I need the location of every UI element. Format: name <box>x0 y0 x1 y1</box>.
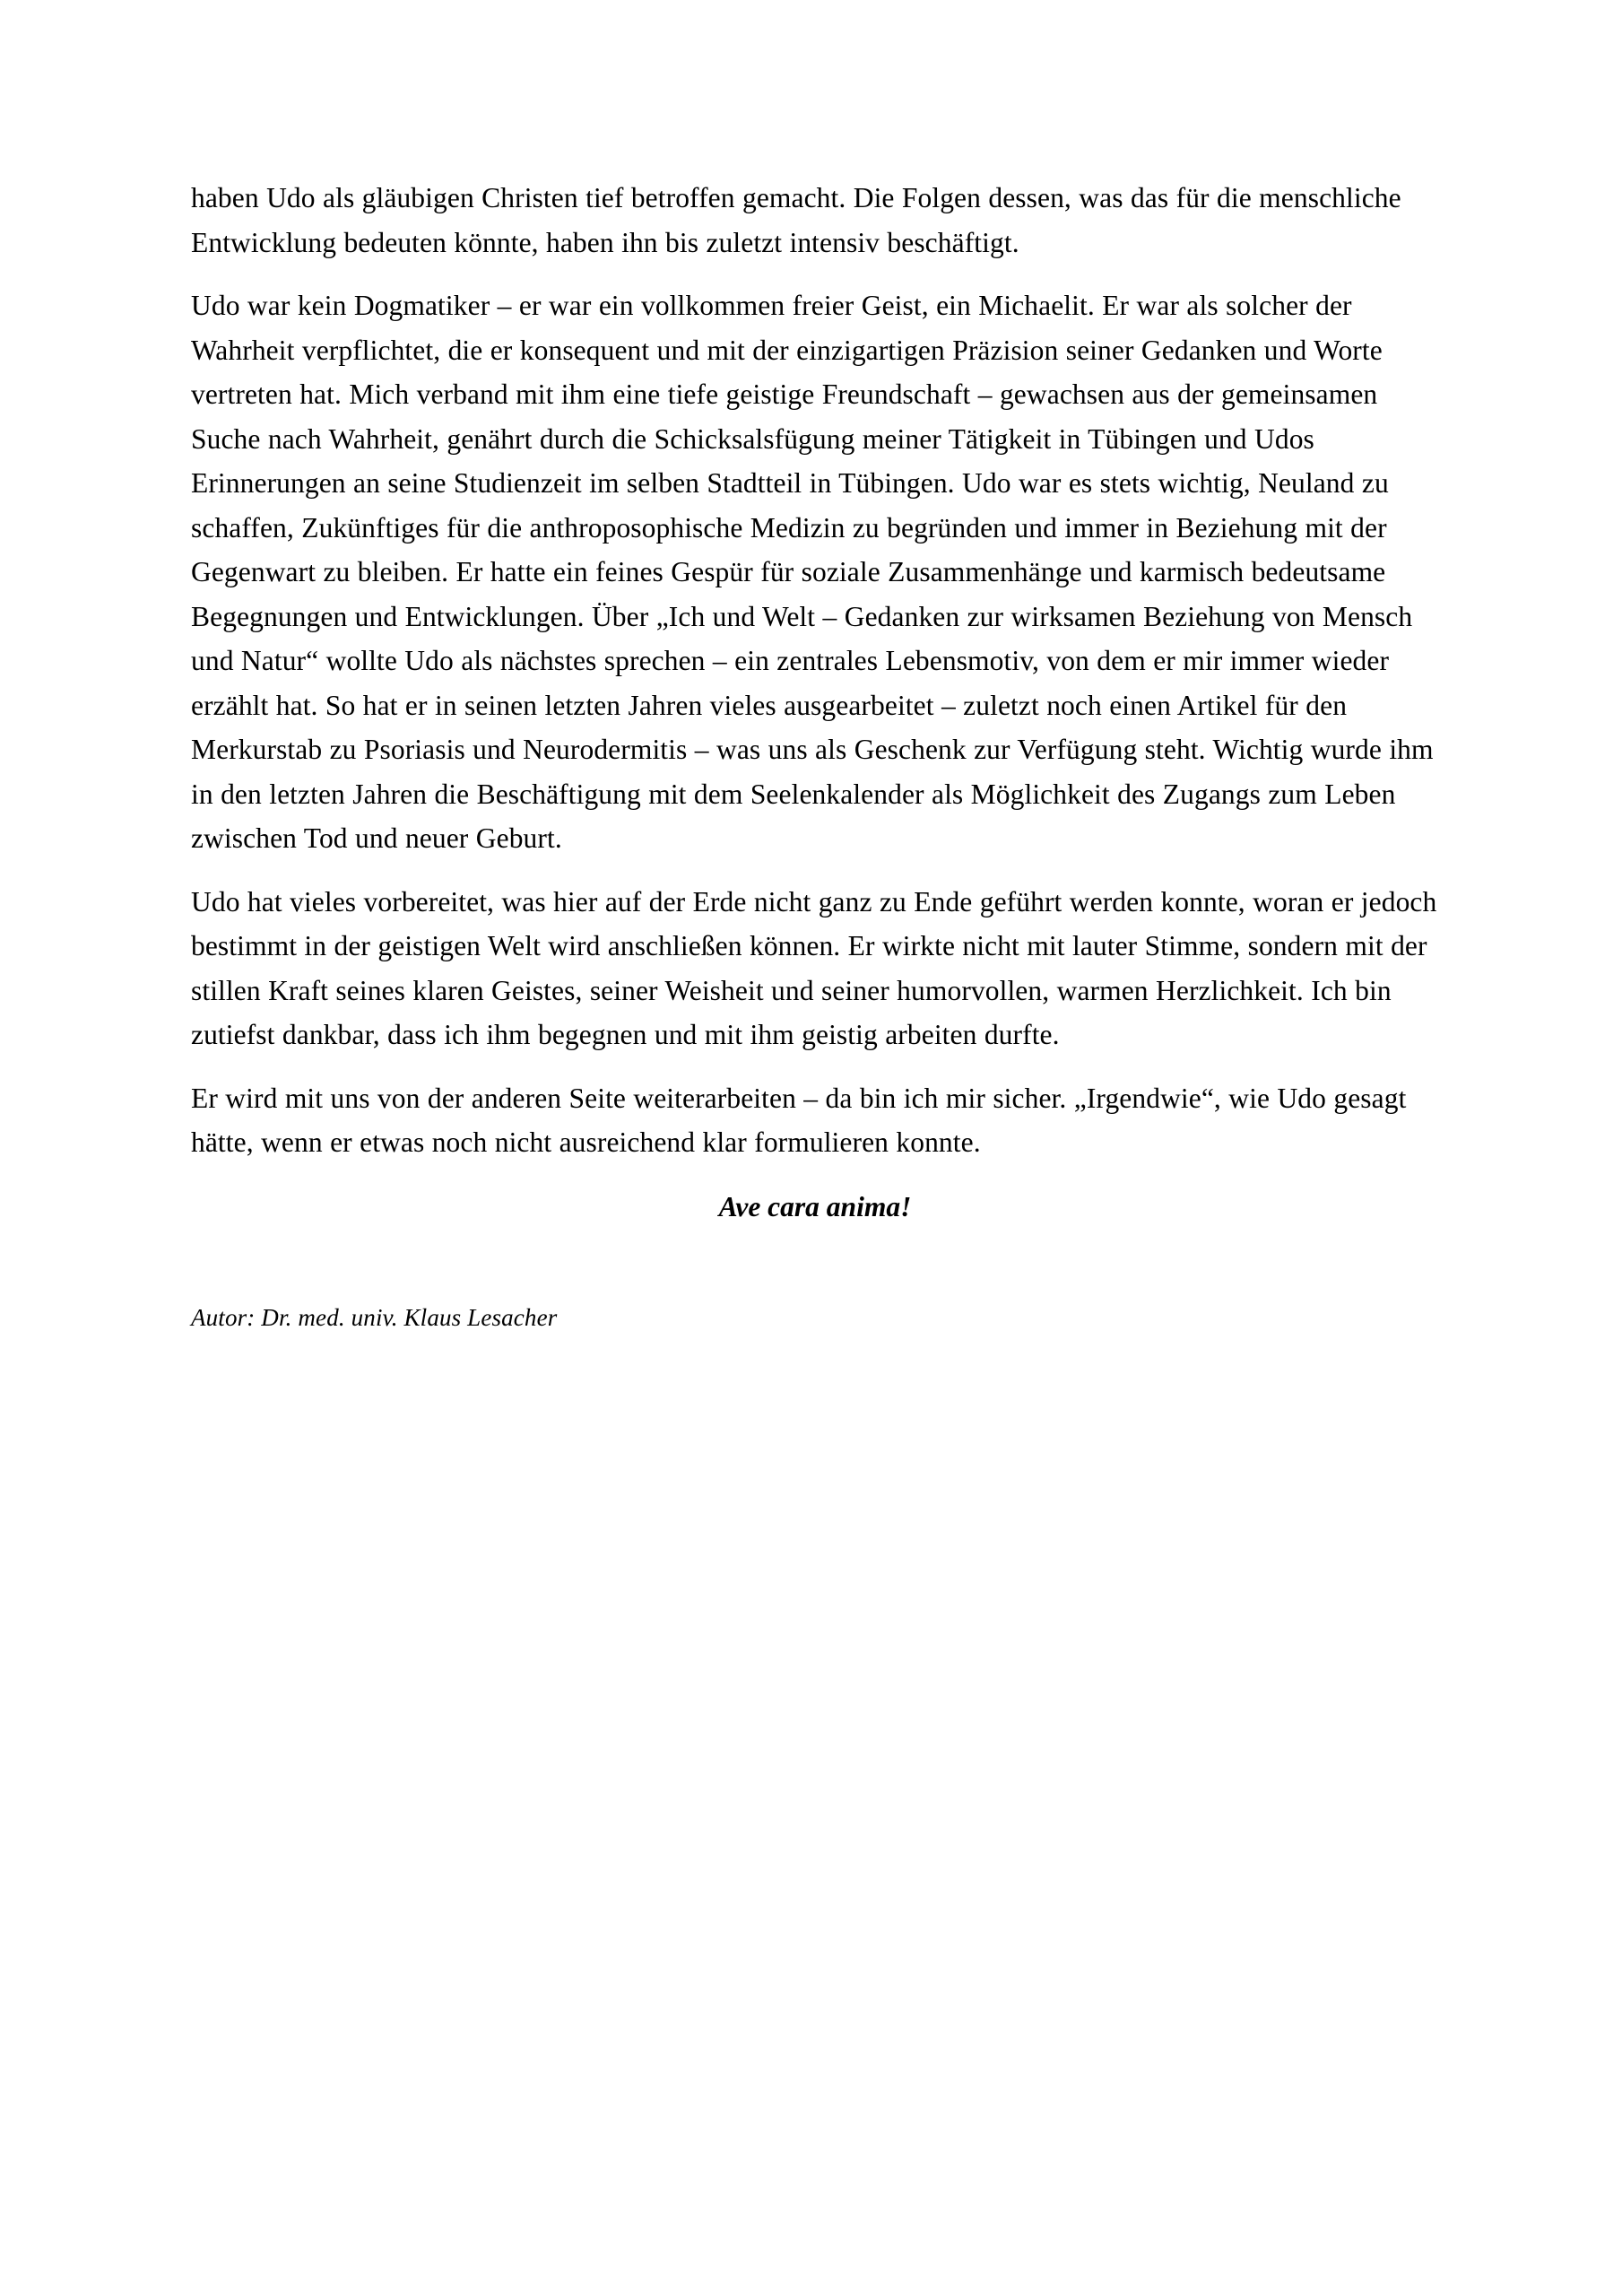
closing-salutation: Ave cara anima! <box>718 1190 912 1222</box>
text-column <box>191 176 1439 1336</box>
body-paragraph-2: Udo war kein Dogmatiker – er war ein vollkommen freier Geist, ein Michaelit. Er war als solcher der Wahrheit verpflichtet, die er konsequent und mit der einzigartigen Präzision seiner Gedanken und Worte vertreten hat. Mich verband mit ihm eine tiefe geistige Freundschaft – gewachsen aus der gemeinsamen Suche nach Wahrheit, genährt durch die Schicksalsfügung meiner Tätigkeit in Tübingen und Udos Erinnerungen an seine Studienzeit im selben Stadtteil in Tübingen. Udo war es stets wichtig, Neuland zu schaffen, Zukünftiges für die anthroposophische Medizin zu begründen und immer in Beziehung mit der Gegenwart zu bleiben. Er hatte ein feines Gespür für soziale Zusammenhänge und karmisch bedeutsame Begegnungen und Entwicklungen. Über „Ich und Welt – Gedanken zur wirksamen Beziehung von Mensch und Natur“ wollte Udo als nächstes sprechen – ein zentrales Lebensmotiv, von dem er mir immer wieder erzählt hat. So hat er in seinen letzten Jahren vieles ausgearbeitet – zuletzt noch einen Artikel für den Merkurstab zu Psoriasis und Neurodermitis – was uns als Geschenk zur Verfügung steht. Wichtig wurde ihm in den letzten Jahren die Beschäftigung mit dem Seelenkalender als Möglichkeit des Zugangs zum Leben zwischen Tod und neuer Geburt. <box>191 290 1434 854</box>
body-paragraph-3: Udo hat vieles vorbereitet, was hier auf der Erde nicht ganz zu Ende geführt werden konnte, woran er jedoch bestimmt in der geistigen Welt wird anschließen können. Er wirkte nicht mit lauter Stimme, sondern mit der stillen Kraft seines klaren Geistes, seiner Weisheit und seiner humorvollen, warmen Herzlichkeit. Ich bin zutiefst dankbar, dass ich ihm begegnen und mit ihm geistig arbeiten durfte. <box>191 885 1437 1050</box>
body-paragraph-4: Er wird mit uns von der anderen Seite weiterarbeiten – da bin ich mir sicher. „Irgendwie“, wie Udo gesagt hätte, wenn er etwas noch nicht ausreichend klar formulieren konnte. <box>191 1082 1407 1158</box>
author-attribution: Autor: Dr. med. univ. Klaus Lesacher <box>191 1304 558 1331</box>
body-paragraph-1: haben Udo als gläubigen Christen tief betroffen gemacht. Die Folgen dessen, was das für die menschliche Entwicklung bedeuten könnte, haben ihn bis zuletzt intensiv beschäftigt. <box>191 182 1401 258</box>
